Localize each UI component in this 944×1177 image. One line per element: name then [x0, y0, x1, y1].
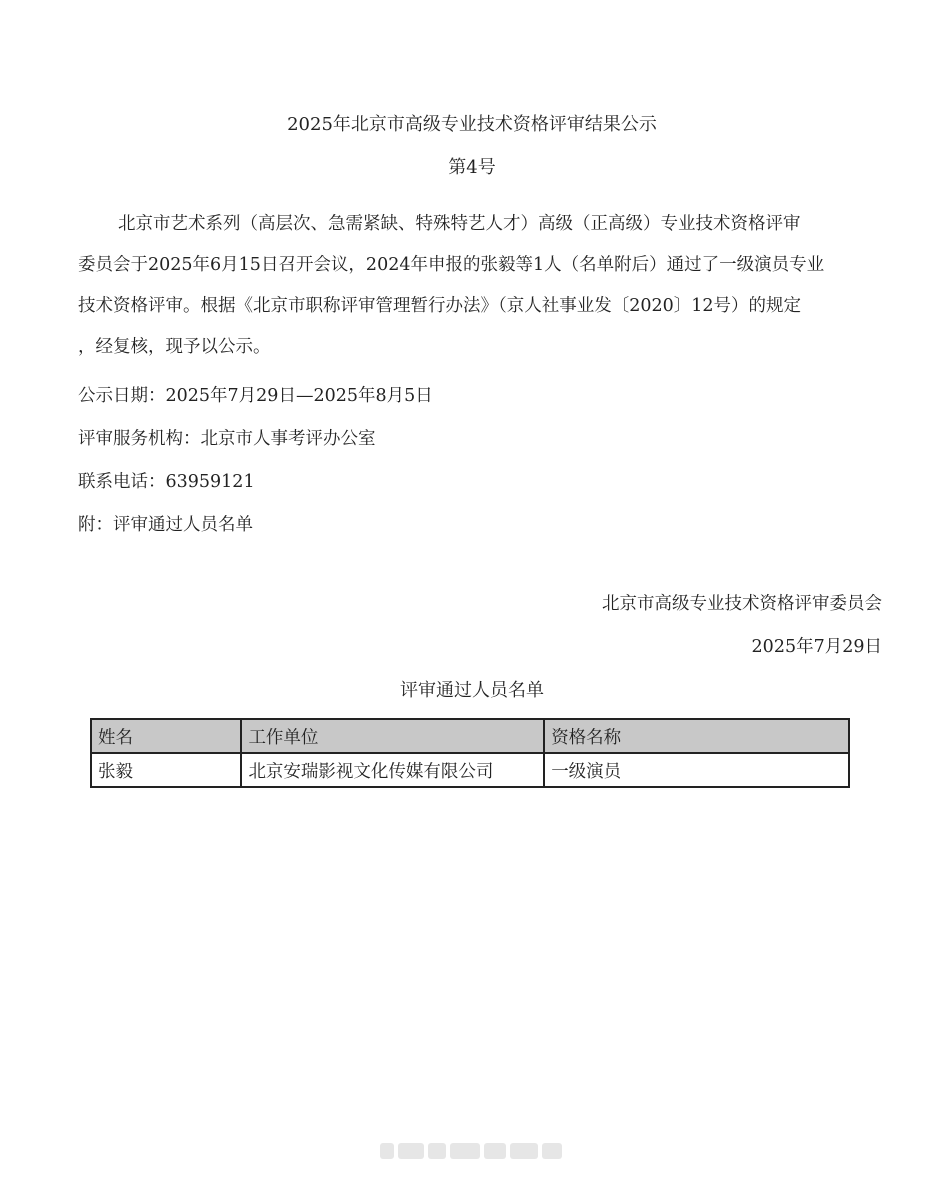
paragraph-line: 北京市艺术系列（高层次、急需紧缺、特殊特艺人才）高级（正高级）专业技术资格评审 [118, 214, 801, 234]
column-header-qualification: 资格名称 [544, 719, 849, 753]
table-row [91, 753, 849, 787]
attachment-note: 附：评审通过人员名单 [78, 515, 253, 535]
platform-watermark [380, 1140, 564, 1162]
announcement-paragraph [78, 204, 884, 368]
signature-date: 2025年7月29日 [751, 637, 882, 657]
paragraph-line: 委员会于2025年6月15日召开会议，2024年申报的张毅等1人（名单附后）通过了一级演员专业 [78, 255, 825, 275]
document-number: 第4号 [448, 157, 496, 178]
document-title: 2025年北京市高级专业技术资格评审结果公示 [287, 114, 657, 135]
signature-organization: 北京市高级专业技术资格评审委员会 [602, 594, 882, 614]
publicity-period: 公示日期：2025年7月29日—2025年8月5日 [78, 386, 433, 406]
table-header-row [91, 719, 849, 753]
paragraph-line: 技术资格评审。根据《北京市职称评审管理暂行办法》（京人社事业发〔2020〕12号）的规定 [78, 296, 802, 316]
roster-table [90, 718, 850, 788]
cell-qualification: 一级演员 [544, 753, 849, 787]
review-agency: 评审服务机构：北京市人事考评办公室 [78, 429, 376, 449]
column-header-employer: 工作单位 [241, 719, 544, 753]
cell-employer: 北京安瑞影视文化传媒有限公司 [241, 753, 544, 787]
paragraph-line: ，经复核，现予以公示。 [78, 337, 271, 357]
contact-phone: 联系电话：63959121 [78, 472, 255, 492]
column-header-name: 姓名 [91, 719, 241, 753]
roster-title: 评审通过人员名单 [400, 680, 544, 701]
cell-name: 张毅 [91, 753, 241, 787]
